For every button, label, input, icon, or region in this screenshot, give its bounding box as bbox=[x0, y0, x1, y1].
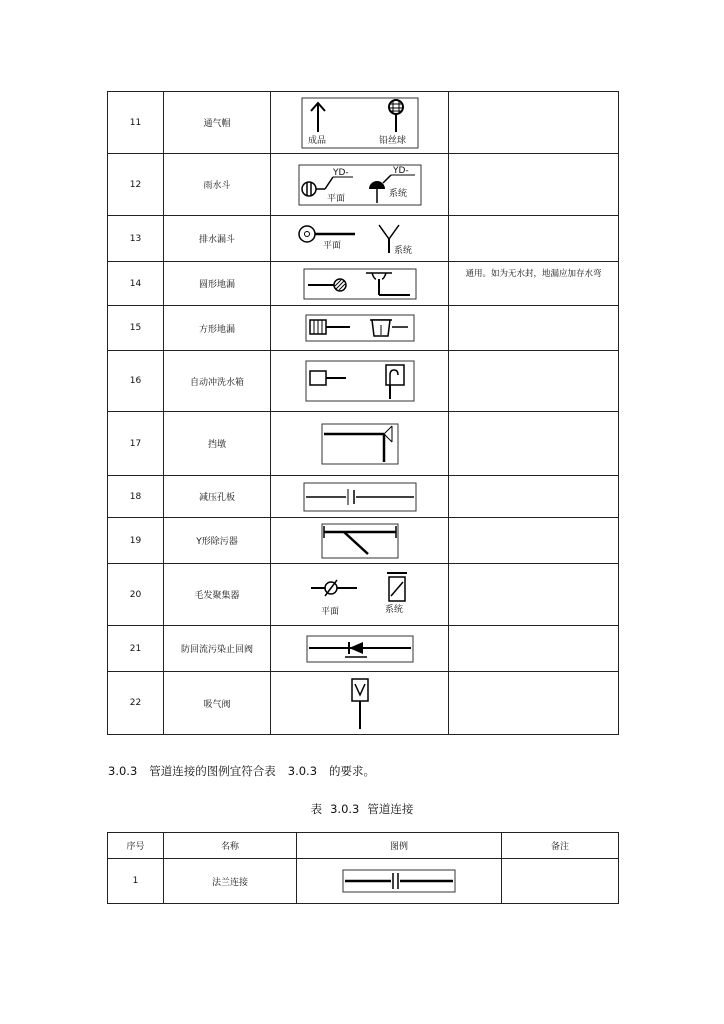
table-row bbox=[108, 564, 619, 626]
legend-cell bbox=[271, 626, 449, 672]
header-name: 名称 bbox=[164, 833, 297, 859]
legend-cell bbox=[271, 351, 449, 412]
row-note bbox=[449, 154, 619, 216]
table-row bbox=[108, 92, 619, 154]
row-number: 19 bbox=[108, 518, 164, 564]
row-name: 毛发聚集器 bbox=[164, 564, 271, 626]
clause-number: 3.0.3 bbox=[108, 764, 138, 778]
legend-cell bbox=[271, 518, 449, 564]
drain-funnel-symbol bbox=[295, 221, 425, 257]
row-name: Y形除污器 bbox=[164, 518, 271, 564]
table-caption bbox=[0, 801, 724, 817]
legend-cell bbox=[271, 412, 449, 476]
row-number: 20 bbox=[108, 564, 164, 626]
row-name: 法兰连接 bbox=[164, 859, 297, 904]
label-plan: 平面 bbox=[320, 606, 339, 617]
header-legend: 图例 bbox=[297, 833, 502, 859]
table-row bbox=[108, 154, 619, 216]
row-number: 21 bbox=[108, 626, 164, 672]
row-number: 18 bbox=[108, 476, 164, 518]
label-finished: 成品 bbox=[307, 135, 326, 146]
caption-title: 管道连接 bbox=[367, 802, 414, 816]
row-note bbox=[502, 859, 619, 904]
row-note bbox=[449, 672, 619, 735]
row-note bbox=[449, 92, 619, 154]
label-wire-ball: 铅丝球 bbox=[378, 135, 406, 146]
label-yd-plan: YD- bbox=[332, 167, 349, 178]
square-floor-drain-symbol bbox=[304, 313, 416, 343]
table-row bbox=[108, 476, 619, 518]
header-note: 备注 bbox=[502, 833, 619, 859]
vent-cap-symbol bbox=[300, 96, 420, 150]
table-row bbox=[108, 518, 619, 564]
row-name: 圆形地漏 bbox=[164, 262, 271, 306]
y-strainer-symbol bbox=[320, 522, 400, 560]
legend-table-sanitary bbox=[107, 91, 619, 735]
row-note bbox=[449, 351, 619, 412]
legend-cell bbox=[297, 859, 502, 904]
legend-cell bbox=[271, 476, 449, 518]
row-number: 13 bbox=[108, 216, 164, 262]
row-note bbox=[449, 306, 619, 351]
caption-prefix: 表 bbox=[310, 802, 323, 816]
clause-text: 管道连接的图例宜符合表 bbox=[149, 764, 276, 778]
row-name: 自动冲洗水箱 bbox=[164, 351, 271, 412]
row-number: 16 bbox=[108, 351, 164, 412]
row-number: 14 bbox=[108, 262, 164, 306]
row-note bbox=[449, 518, 619, 564]
orifice-plate-symbol bbox=[302, 481, 418, 513]
row-name: 雨水斗 bbox=[164, 154, 271, 216]
row-note bbox=[449, 564, 619, 626]
row-number: 1 bbox=[108, 859, 164, 904]
table-row bbox=[108, 262, 619, 306]
row-name: 方形地漏 bbox=[164, 306, 271, 351]
label-system: 系统 bbox=[393, 245, 412, 256]
table-row bbox=[108, 412, 619, 476]
clause-paragraph bbox=[108, 763, 375, 779]
row-note: 通用。如为无水封，地漏应加存水弯 bbox=[449, 262, 619, 306]
row-note bbox=[449, 216, 619, 262]
pipe-connection-table bbox=[107, 832, 619, 904]
caption-number: 3.0.3 bbox=[330, 802, 360, 816]
label-plan: 平面 bbox=[322, 240, 341, 251]
row-name: 减压孔板 bbox=[164, 476, 271, 518]
legend-cell bbox=[271, 154, 449, 216]
row-name: 挡墩 bbox=[164, 412, 271, 476]
legend-cell bbox=[271, 92, 449, 154]
row-note bbox=[449, 412, 619, 476]
legend-cell bbox=[271, 262, 449, 306]
row-number: 11 bbox=[108, 92, 164, 154]
row-number: 22 bbox=[108, 672, 164, 735]
header-no: 序号 bbox=[108, 833, 164, 859]
row-name: 吸气阀 bbox=[164, 672, 271, 735]
clause-table-ref: 3.0.3 bbox=[287, 764, 318, 778]
row-name: 通气帽 bbox=[164, 92, 271, 154]
row-name: 排水漏斗 bbox=[164, 216, 271, 262]
row-number: 17 bbox=[108, 412, 164, 476]
label-yd-system: YD- bbox=[392, 165, 409, 176]
legend-cell bbox=[271, 672, 449, 735]
table-row bbox=[108, 216, 619, 262]
row-number: 15 bbox=[108, 306, 164, 351]
table-row bbox=[108, 306, 619, 351]
legend-cell bbox=[271, 306, 449, 351]
label-system: 系统 bbox=[388, 188, 407, 199]
backflow-check-valve-symbol bbox=[305, 634, 415, 664]
row-number: 12 bbox=[108, 154, 164, 216]
round-floor-drain-symbol bbox=[302, 267, 418, 301]
label-system: 系统 bbox=[384, 604, 403, 615]
legend-cell bbox=[271, 216, 449, 262]
legend-cell bbox=[271, 564, 449, 626]
table-row bbox=[108, 351, 619, 412]
table-header-row bbox=[108, 833, 619, 859]
auto-flush-tank-symbol bbox=[304, 359, 416, 403]
hair-collector-symbol bbox=[307, 570, 413, 620]
thrust-block-symbol bbox=[320, 422, 400, 466]
table-row bbox=[108, 859, 619, 904]
row-name: 防回流污染止回阀 bbox=[164, 626, 271, 672]
table-row bbox=[108, 626, 619, 672]
label-plan: 平面 bbox=[326, 193, 345, 204]
table-row bbox=[108, 672, 619, 735]
air-admittance-valve-symbol bbox=[345, 675, 375, 731]
clause-text-end: 的要求。 bbox=[329, 764, 376, 778]
row-note bbox=[449, 476, 619, 518]
rain-hopper-symbol bbox=[297, 163, 423, 207]
flange-connection-symbol bbox=[341, 868, 457, 894]
row-note bbox=[449, 626, 619, 672]
